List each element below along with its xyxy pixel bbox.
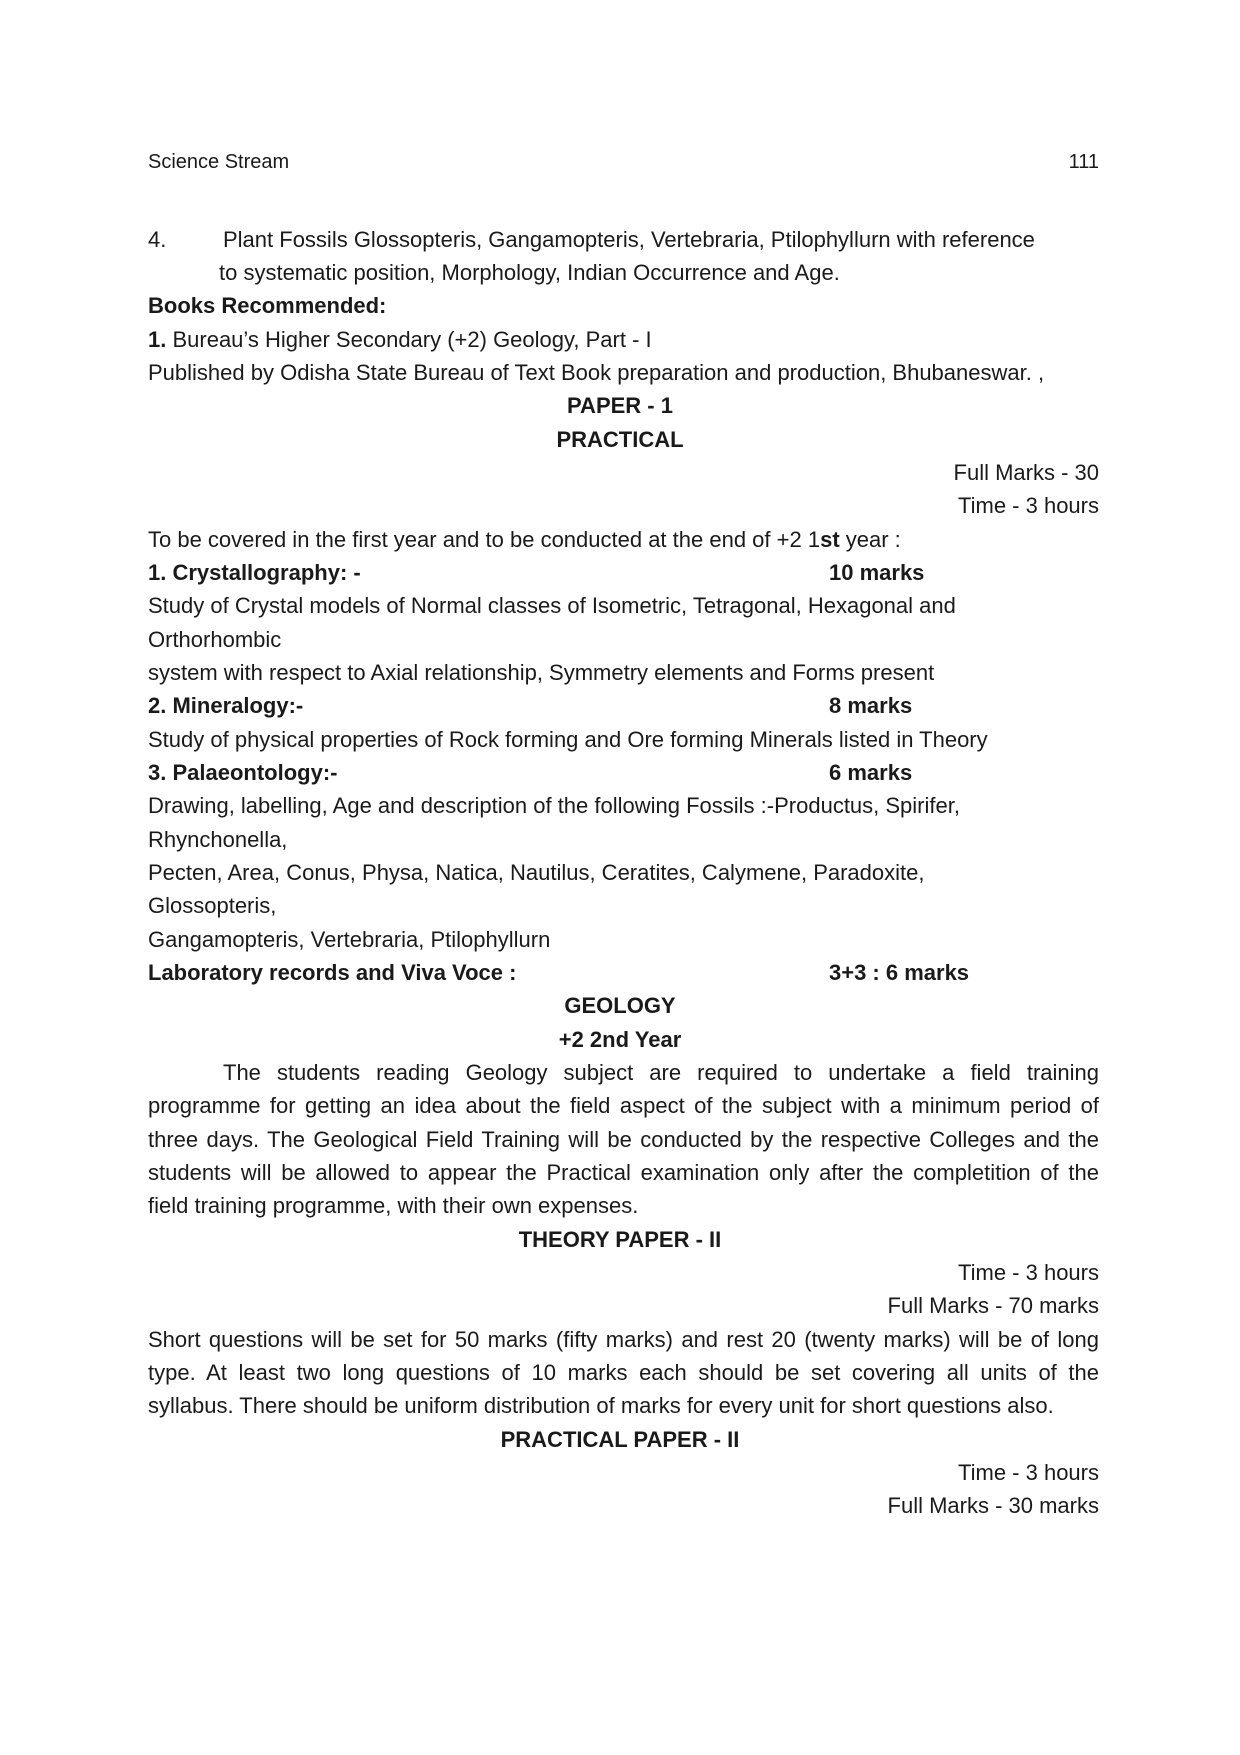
page-number: 111 (1068, 151, 1099, 173)
practical-paper-2-time: Time - 3 hours (957, 1460, 1099, 1485)
book-entry-title: Bureau’s Higher Secondary (+2) Geology, Part - I (166, 327, 652, 352)
paper-1-intro-ordinal: st (820, 527, 840, 552)
item-4-line-2: to systematic position, Morphology, Indian Occurrence and Age. (219, 260, 840, 285)
paper-1-intro (148, 526, 901, 554)
section-mineralogy-line: Study of physical properties of Rock forming and Ore forming Minerals listed in Theory (148, 727, 988, 752)
theory-paper-2-full-marks: Full Marks - 70 marks (887, 1293, 1099, 1318)
section-crystallography-title: 1. Crystallography: - (148, 560, 361, 585)
geology-subtitle: +2 2nd Year (558, 1027, 682, 1052)
theory-paper-2-paragraph-line: Short questions will be set for 50 marks (fifty marks) and rest 20 (twenty marks) will be of long (148, 1327, 1099, 1352)
paper-1-subtitle: PRACTICAL (556, 427, 684, 452)
section-palaeontology-title: 3. Palaeontology:- (148, 760, 338, 785)
book-entry-number: 1. (148, 327, 167, 352)
lab-records-marks: 3+3 : 6 marks (829, 960, 970, 985)
section-crystallography-marks: 10 marks (829, 560, 925, 585)
paper-1-intro-end: year : (839, 527, 901, 552)
section-crystallography-line: Study of Crystal models of Normal classes of Isometric, Tetragonal, Hexagonal and (148, 593, 956, 618)
lab-records-title: Laboratory records and Viva Voce : (148, 960, 517, 985)
geology-paragraph-line: field training programme, with their own expenses. (148, 1193, 639, 1218)
section-palaeontology-marks: 6 marks (829, 760, 913, 785)
geology-paragraph-line: three days. The Geological Field Training will be conducted by the respective Colleges and the (148, 1127, 1099, 1152)
geology-paragraph-line: students will be allowed to appear the Practical examination only after the completition of the (148, 1160, 1099, 1185)
theory-paper-2-title: THEORY PAPER - II (518, 1227, 722, 1252)
books-heading: Books Recommended: (148, 293, 387, 318)
theory-paper-2-paragraph-line: syllabus. There should be uniform distribution of marks for every unit for short questions also. (148, 1393, 1054, 1418)
section-palaeontology-line: Pecten, Area, Conus, Physa, Natica, Nautilus, Ceratites, Calymene, Paradoxite, (148, 860, 925, 885)
item-4-number: 4. (148, 227, 167, 252)
geology-paragraph-line: programme for getting an idea about the field aspect of the subject with a minimum period of (148, 1093, 1099, 1118)
paper-1-full-marks: Full Marks - 30 (953, 460, 1099, 485)
running-header-section: Science Stream (148, 151, 290, 173)
item-4-line-1: Plant Fossils Glossopteris, Gangamopteris, Vertebraria, Ptilophyllurn with reference (223, 227, 1035, 252)
paper-1-title: PAPER - 1 (567, 393, 673, 418)
section-palaeontology-line: Glossopteris, (148, 893, 277, 918)
section-mineralogy-title: 2. Mineralogy:- (148, 693, 304, 718)
section-crystallography-line: system with respect to Axial relationship, Symmetry elements and Forms present (148, 660, 935, 685)
book-entry (148, 326, 652, 354)
geology-paragraph-line: The students reading Geology subject are required to undertake a field training (223, 1060, 1099, 1085)
theory-paper-2-time: Time - 3 hours (957, 1260, 1099, 1285)
section-crystallography-line: Orthorhombic (148, 627, 282, 652)
book-publisher: Published by Odisha State Bureau of Text Book preparation and production, Bhubaneswar. , (148, 360, 1045, 385)
theory-paper-2-paragraph-line: type. At least two long questions of 10 marks each should be set covering all units of the (148, 1360, 1099, 1385)
practical-paper-2-full-marks: Full Marks - 30 marks (887, 1493, 1099, 1518)
section-palaeontology-line: Drawing, labelling, Age and description of the following Fossils :-Productus, Spirifer, (148, 793, 960, 818)
paper-1-intro-text: To be covered in the first year and to be conducted at the end of +2 1 (148, 527, 821, 552)
section-palaeontology-line: Gangamopteris, Vertebraria, Ptilophyllurn (148, 927, 551, 952)
section-mineralogy-marks: 8 marks (829, 693, 913, 718)
geology-title: GEOLOGY (564, 993, 676, 1018)
practical-paper-2-title: PRACTICAL PAPER - II (500, 1427, 740, 1452)
paper-1-time: Time - 3 hours (957, 493, 1099, 518)
section-palaeontology-line: Rhynchonella, (148, 827, 288, 852)
